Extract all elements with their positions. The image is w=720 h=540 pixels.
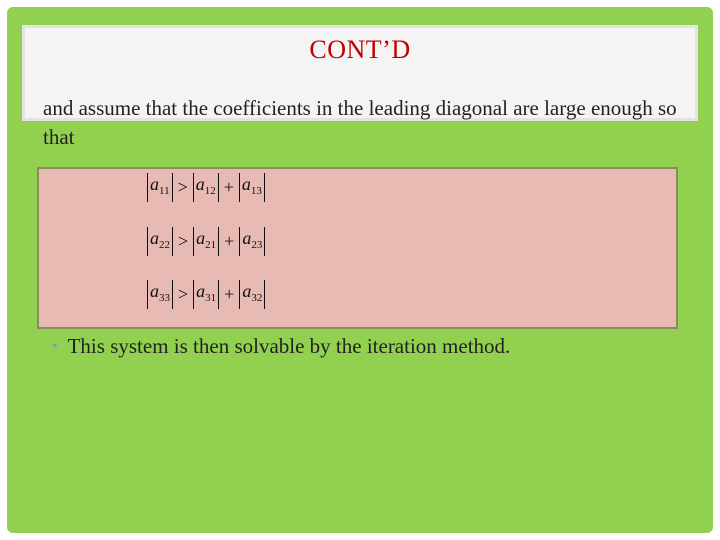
bullet-item bbox=[52, 331, 692, 362]
term-lhs: $a_{33}$ bbox=[147, 280, 173, 309]
bullet-text: This system is then solvable by the iteration method. bbox=[67, 334, 511, 358]
equation-row-3 bbox=[147, 280, 265, 308]
term-1: $a_{21}$ bbox=[193, 227, 219, 256]
plus-sign: + bbox=[224, 283, 235, 304]
intro-text: and assume that the coefficients in the leading diagonal are large enough so that bbox=[43, 96, 677, 149]
plus-sign: + bbox=[224, 230, 235, 251]
term-1: $a_{12}$ bbox=[193, 173, 219, 202]
equation-box bbox=[37, 167, 678, 329]
term-2: $a_{13}$ bbox=[239, 173, 265, 202]
greater-than-sign: > bbox=[178, 283, 189, 304]
term-lhs: $a_{11}$ bbox=[147, 173, 173, 202]
bullet-icon: • bbox=[52, 338, 58, 355]
term-2: $a_{32}$ bbox=[239, 280, 265, 309]
plus-sign: + bbox=[223, 176, 234, 197]
term-1: $a_{31}$ bbox=[193, 280, 219, 309]
slide-title: CONT’D bbox=[309, 35, 411, 64]
term-2: $a_{23}$ bbox=[239, 227, 265, 256]
greater-than-sign: > bbox=[177, 176, 188, 197]
equation-row-2 bbox=[147, 227, 265, 255]
term-lhs: $a_{22}$ bbox=[147, 227, 173, 256]
equation-row-1 bbox=[147, 173, 265, 201]
greater-than-sign: > bbox=[178, 230, 189, 251]
